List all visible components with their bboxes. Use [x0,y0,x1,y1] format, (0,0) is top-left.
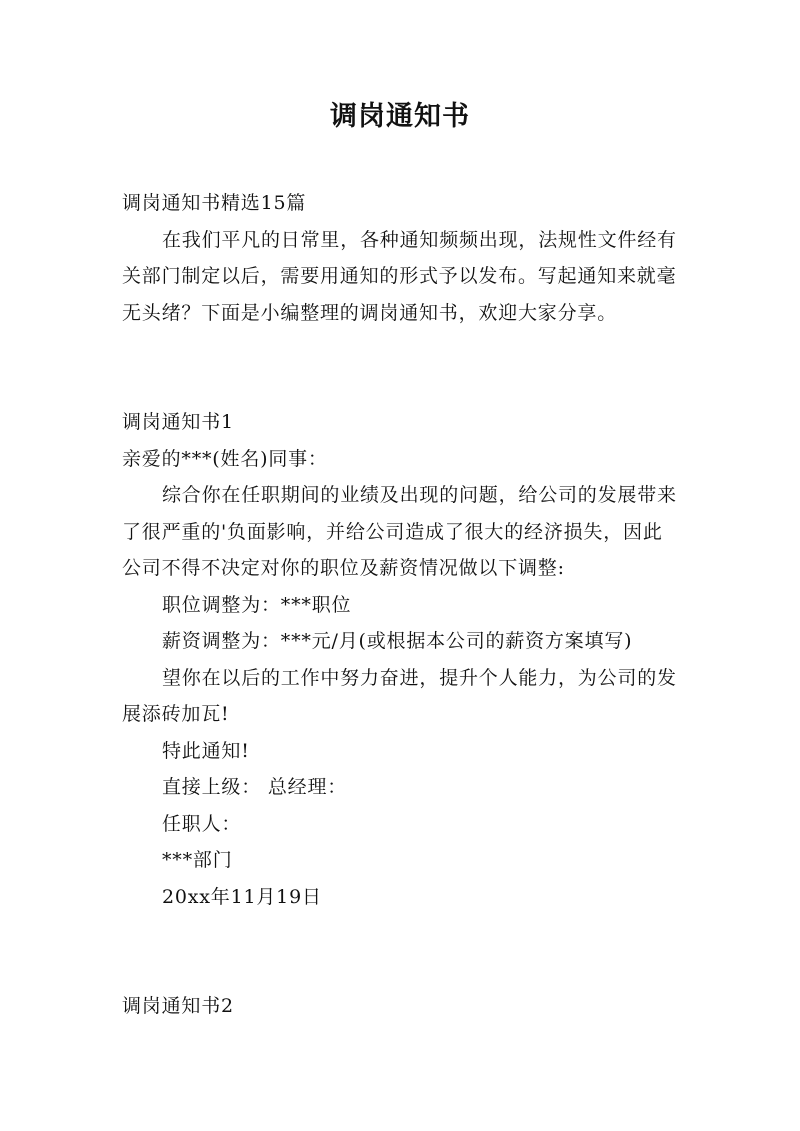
spacer [122,331,682,368]
document-title: 调岗通知书 [330,101,470,132]
salary-adjustment: 薪资调整为：***元/月(或根据本公司的薪资方案填写) [162,630,633,652]
notice-line: 特此通知! [162,739,250,762]
spacer [122,952,682,989]
spacer [122,915,682,952]
intro-paragraph: 在我们平凡的日常里，各种通知频频出现，法规性文件经有关部门制定以后，需要用通知的形式予以发布。写起通知来就毫无头绪？下面是小编整理的调岗通知书，欢迎大家分享。 [122,228,677,324]
department-line: ***部门 [162,849,233,871]
section-1-paragraph-1: 综合你在任职期间的业绩及出现的问题，给公司的发展带来了很严重的'负面影响，并给公司造成了很大的经济损失，因此公司不得不决定对你的职位及薪资情况做以下调整: [122,484,677,579]
salutation: 亲爱的***(姓名)同事： [122,447,328,470]
document-subtitle: 调岗通知书精选15篇 [122,192,307,214]
section-2-heading: 调岗通知书2 [122,995,234,1017]
position-adjustment: 职位调整为：***职位 [162,593,352,616]
employee-line: 任职人： [162,812,242,835]
section-1-paragraph-2: 望你在以后的工作中努力奋进，提升个人能力，为公司的发展添砖加瓦! [122,666,677,725]
spacer [122,368,682,405]
date-line: 20xx年11月19日 [162,885,322,908]
document-body [122,185,682,1025]
section-1-heading: 调岗通知书1 [122,411,234,433]
supervisor-line: 直接上级： 总经理： [162,776,348,798]
